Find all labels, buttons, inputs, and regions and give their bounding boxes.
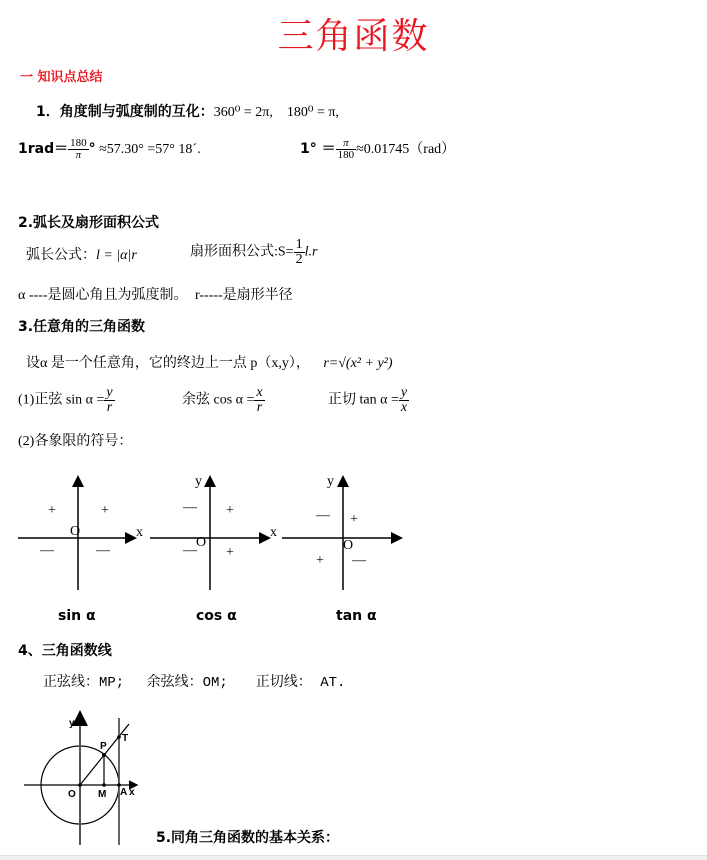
- sector-label: 扇形面积公式:S=: [190, 244, 294, 260]
- sin-q4-sign: —: [96, 543, 110, 558]
- sector-fraction: [294, 238, 305, 267]
- deg-rest: ≈0.01745（rad）: [356, 142, 456, 157]
- tan-prefix: 正切 tan α =: [328, 392, 399, 408]
- tan-q2-sign: —: [316, 508, 330, 523]
- page-bottom-edge: [0, 855, 707, 860]
- tan-def: [328, 386, 409, 415]
- tan-y-label: y: [327, 474, 334, 489]
- frac-num: y: [400, 385, 408, 400]
- page-title: 三角函数: [277, 16, 430, 57]
- quadrant-diagrams: [0, 460, 420, 600]
- circle-m-label: M: [98, 789, 107, 800]
- cos-fraction: [254, 386, 264, 415]
- frac-den: x: [400, 400, 408, 415]
- trig-lines-text: 正弦线：MP; 余弦线：OM; 正切线： AT.: [43, 675, 346, 691]
- rad-lhs: 1rad＝: [18, 141, 69, 157]
- circle-a-label: A: [120, 787, 128, 798]
- sin-caption: sin α: [58, 608, 96, 624]
- deg-sign: °: [88, 141, 96, 157]
- frac-den: r: [106, 400, 113, 415]
- alpha-note-line: [18, 284, 293, 304]
- sin-q1-sign: +: [101, 503, 109, 518]
- arc-formula: l = |α|r: [96, 248, 137, 263]
- cos-def: [182, 386, 265, 415]
- r-note: r-----是扇形半径: [194, 288, 293, 303]
- cos-q3-sign: —: [183, 543, 197, 558]
- sin-q2-sign: +: [48, 503, 56, 518]
- rad-line: [18, 138, 201, 161]
- intro-line: [26, 352, 393, 372]
- sin-x-label: x: [136, 525, 143, 540]
- unit-circle-diagram: [0, 700, 160, 850]
- circle-t-label: T: [122, 733, 129, 744]
- quadrant-sign-label: (2)各象限的符号：: [18, 434, 133, 449]
- cos-x-label: x: [270, 525, 277, 540]
- tan-origin: O: [343, 538, 354, 553]
- section-heading: 一 知识点总结: [20, 70, 103, 85]
- cos-q2-sign: —: [183, 500, 197, 515]
- frac-num: π: [336, 138, 357, 150]
- circle-x-label: x: [129, 787, 135, 798]
- circle-o-label: O: [68, 789, 76, 800]
- sin-fraction: [104, 386, 114, 415]
- tan-q4-sign: —: [352, 553, 366, 568]
- sin-origin: O: [70, 524, 81, 539]
- arc-formula-line: [26, 244, 137, 264]
- frac-den: π: [75, 149, 82, 162]
- tan-caption: tan α: [336, 608, 377, 624]
- deg-fraction: [336, 138, 357, 161]
- item2-heading: 2.弧长及扇形面积公式: [18, 215, 160, 231]
- item4-heading: 4、三角函数线: [18, 643, 112, 659]
- cos-origin: O: [196, 535, 207, 550]
- sin-prefix: (1)正弦 sin α =: [18, 392, 105, 408]
- frac-num: x: [256, 385, 263, 400]
- sin-q3-sign: —: [40, 543, 54, 558]
- frac-num: 1: [295, 237, 303, 252]
- circle-y-label: y: [69, 718, 75, 729]
- arc-label: 弧长公式：: [26, 248, 96, 263]
- sector-rest: l.r: [304, 244, 318, 260]
- trig-def-line: [18, 386, 115, 415]
- circle-p-label: P: [100, 741, 107, 752]
- rad-rest: ≈57.30° =57° 18´.: [99, 142, 201, 157]
- rad-fraction: [68, 138, 89, 161]
- intro-text: 设α 是一个任意角，它的终边上一点 p（x,y），: [26, 356, 310, 371]
- tan-fraction: [399, 386, 409, 415]
- cos-q1-sign: +: [226, 503, 234, 518]
- frac-num: y: [106, 385, 113, 400]
- deg-lhs: 1° ＝: [300, 141, 336, 157]
- tan-q1-sign: +: [350, 512, 358, 527]
- frac-den: 180: [337, 149, 355, 162]
- frac-den: r: [256, 400, 263, 415]
- r-formula: r=√(x² + y²): [323, 356, 393, 371]
- tan-q3-sign: +: [316, 553, 324, 568]
- frac-num: 180: [70, 137, 87, 150]
- cos-q4-sign: +: [226, 545, 234, 560]
- alpha-note: α ----是圆心角且为弧度制。: [18, 288, 188, 303]
- frac-den: 2: [295, 252, 303, 267]
- item1-formula: 360⁰ = 2π, 180⁰ = π,: [213, 105, 339, 120]
- item5-heading: 5.同角三角函数的基本关系：: [156, 830, 340, 846]
- deg-line: [300, 138, 455, 161]
- cos-prefix: 余弦 cos α =: [182, 392, 255, 408]
- cos-caption: cos α: [196, 608, 237, 624]
- item1-label: 1．角度制与弧度制的互化：: [36, 104, 214, 120]
- sector-formula-line: [190, 238, 317, 267]
- item3-heading: 3.任意角的三角函数: [18, 319, 146, 335]
- cos-y-label: y: [195, 474, 202, 489]
- item1-line: [36, 101, 339, 121]
